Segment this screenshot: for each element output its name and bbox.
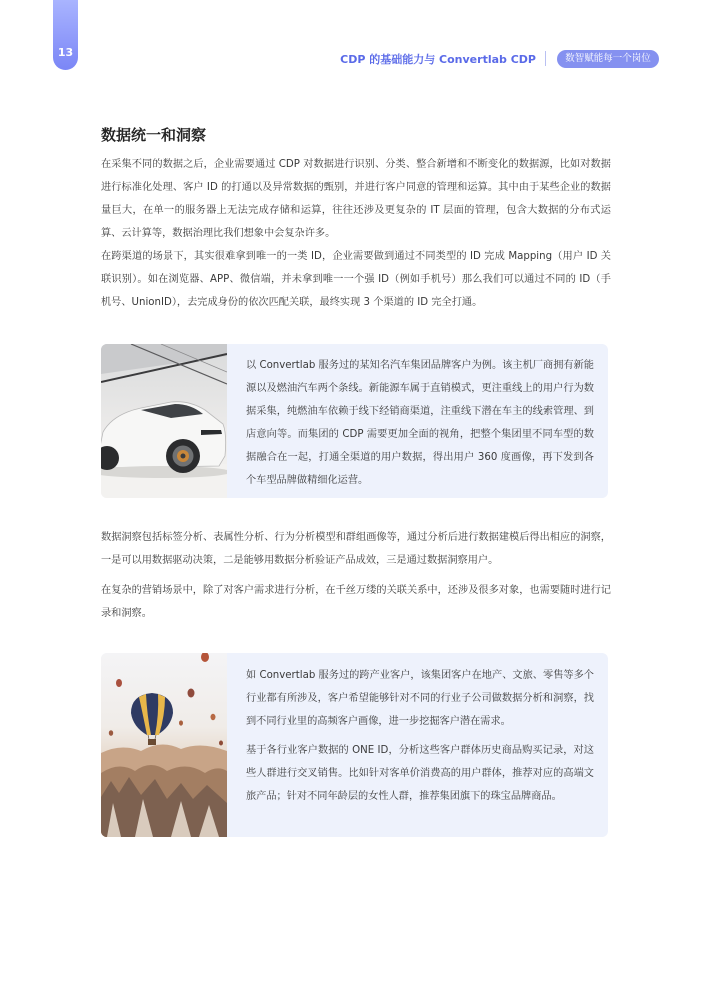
paragraph-data-insight: 数据洞察包括标签分析、表属性分析、行为分析模型和群组画像等，通过分析后进行数据建模后得出相应的洞察，一是可以用数据驱动决策，二是能够用数据分析验证产品成效，三是通过数据洞察用户。	[101, 532, 611, 566]
white-car-photo	[101, 344, 227, 498]
case-card-automotive	[101, 344, 608, 498]
case-text-cross-industry-2: 基于各行业客户数据的 ONE ID，分析这些客户群体历史商品购买记录，对这些人群进行交叉销售。比如针对客单价消费高的用户群体，推荐对应的高端文旅产品；针对不同年龄层的女性人群，推荐集团旗下的珠宝品牌商品。	[246, 745, 594, 802]
paragraph-id-mapping: 在跨渠道的场景下，其实很难拿到唯一的一类 ID，企业需要做到通过不同类型的 ID 完成 Mapping（用户 ID 关联识别）。如在浏览器、APP、微信端，并未拿到唯一一个强 ID（例如手机号）那么我们可以通过不同的 ID（手机号、UnionID），去完成身份的依次匹配关联，最终实现 3 个渠道的 ID 完全打通。	[101, 251, 611, 308]
header-badge: 数智赋能每一个岗位	[557, 50, 659, 68]
case-card-cross-industry	[101, 653, 608, 837]
header-title: CDP 的基础能力与 Convertlab CDP	[340, 53, 536, 66]
section-title: 数据统一和洞察	[101, 126, 207, 144]
page-number: 13	[57, 46, 74, 59]
page-number-tab	[53, 0, 78, 70]
paragraph-data-governance: 在采集不同的数据之后，企业需要通过 CDP 对数据进行识别、分类、整合新增和不断变化的数据源，比如对数据进行标准化处理、客户 ID 的打通以及异常数据的甄别，并进行客户同意的管理和运算。其中由于某些企业的数据量巨大，在单一的服务器上无法完成存储和运算，往往还涉及更复杂的 IT 层面的管理，包含大数据的分布式运算、云计算等，数据治理比我们想象中会复杂许多。	[101, 159, 611, 239]
case-text-cross-industry-1: 如 Convertlab 服务过的跨产业客户，该集团客户在地产、文旅、零售等多个行业都有所涉及，客户希望能够针对不同的行业子公司做数据分析和洞察，找到不同行业里的高频客户画像，进一步挖掘客户潜在需求。	[246, 670, 594, 727]
header-divider	[545, 51, 546, 66]
case-text-automotive: 以 Convertlab 服务过的某知名汽车集团品牌客户为例。该主机厂商拥有新能源以及燃油汽车两个条线。新能源车属于直销模式，更注重线上的用户行为数据采集，纯燃油车依赖于线下经销商渠道，注重线下潜在车主的线索管理、到店意向等。而集团的 CDP 需要更加全面的视角，把整个集团里不同车型的数据融合在一起，打通全渠道的用户数据，得出用户 360 度画像，再下发到各个车型品牌做精细化运营。	[246, 360, 594, 486]
paragraph-complex-scenarios: 在复杂的营销场景中，除了对客户需求进行分析，在千丝万缕的关联关系中，还涉及很多对象，也需要随时进行记录和洞察。	[101, 585, 611, 619]
hot-air-balloons-photo	[101, 653, 227, 837]
